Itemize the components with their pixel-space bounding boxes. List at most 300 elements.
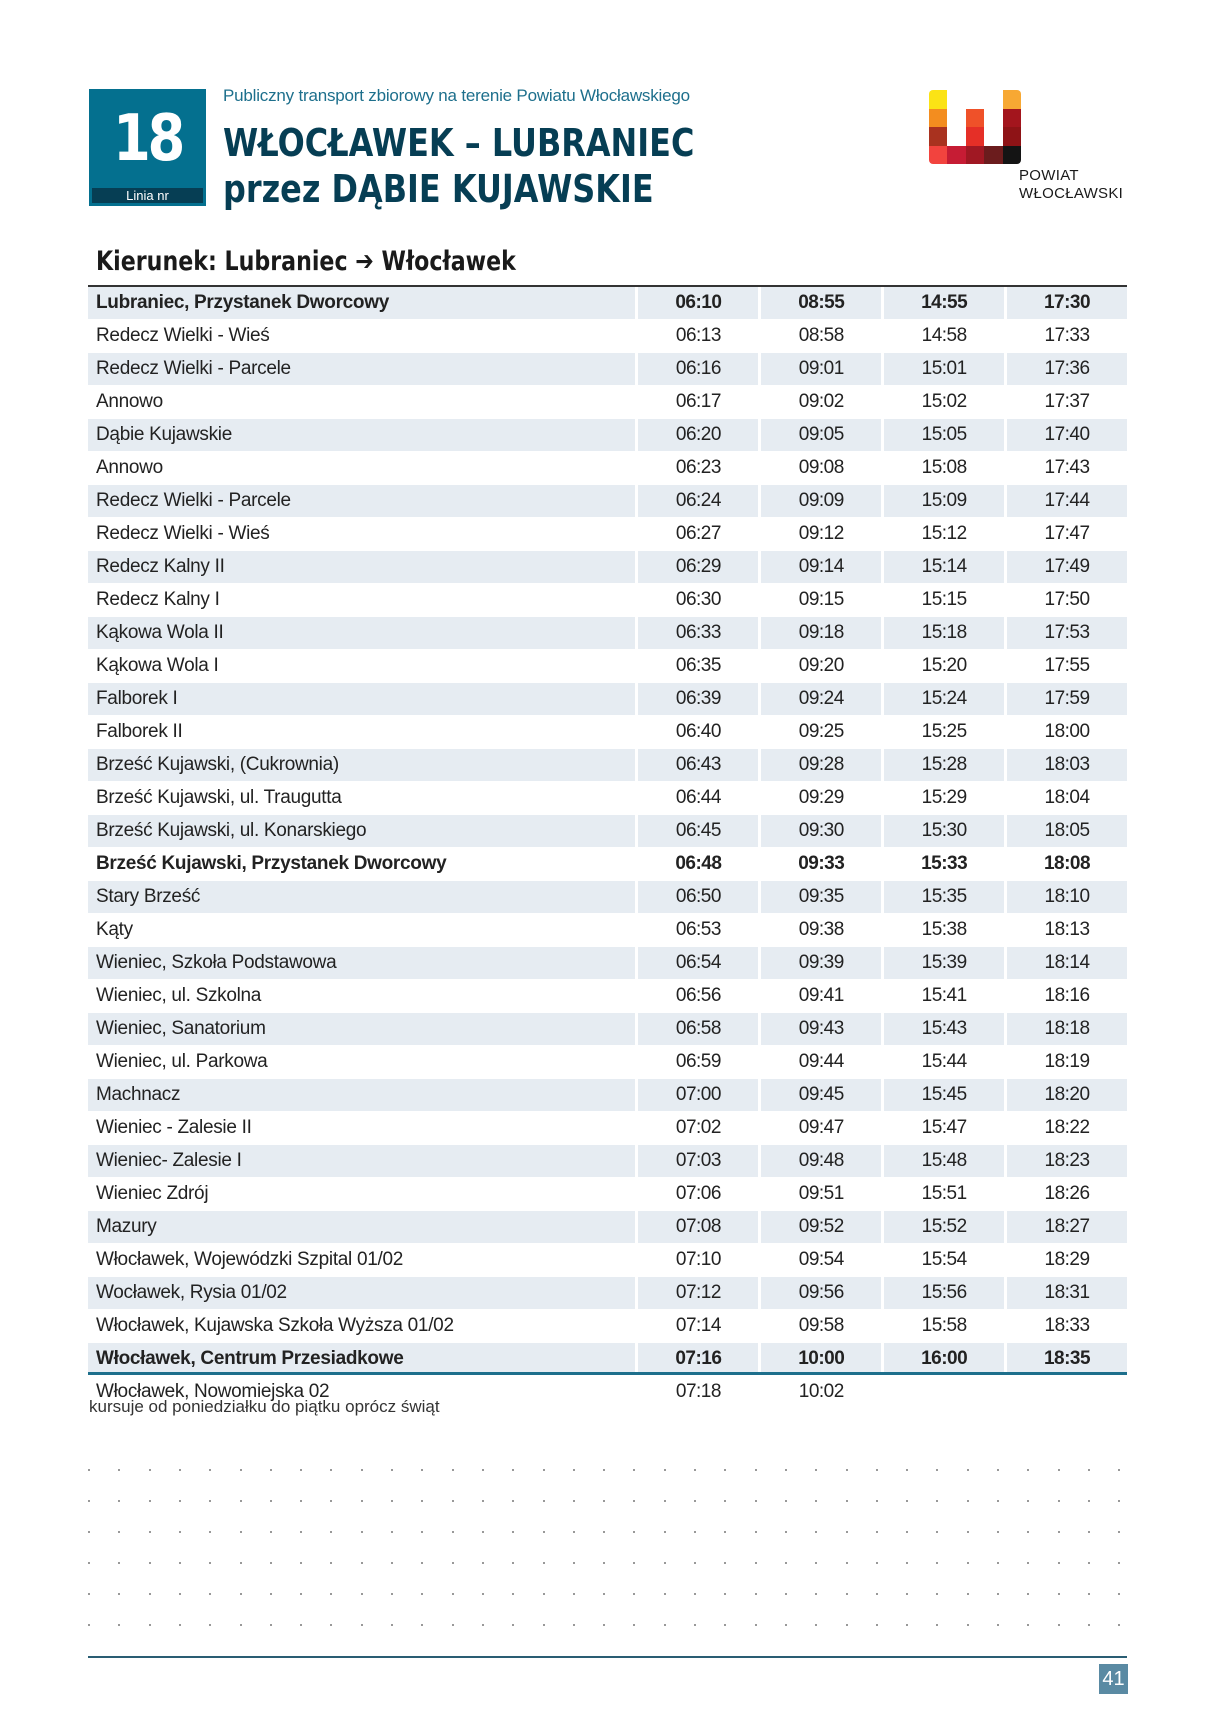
grid-dot bbox=[240, 1593, 242, 1595]
grid-dot bbox=[1088, 1562, 1090, 1564]
departure-time: 07:12 bbox=[638, 1277, 758, 1309]
departure-time: 18:29 bbox=[1044, 1249, 1090, 1270]
departure-time: 14:55 bbox=[884, 287, 1004, 319]
logo-text bbox=[1019, 167, 1123, 203]
departure-time: 18:00 bbox=[1044, 721, 1090, 742]
grid-dot bbox=[1118, 1469, 1120, 1471]
departure-time: 06:44 bbox=[675, 787, 721, 808]
table-row bbox=[88, 650, 1127, 683]
grid-dot bbox=[512, 1469, 514, 1471]
grid-dot bbox=[179, 1469, 181, 1471]
grid-dot bbox=[270, 1469, 272, 1471]
grid-dot bbox=[1118, 1562, 1120, 1564]
logo-square bbox=[966, 146, 984, 165]
departure-time: 09:41 bbox=[798, 985, 844, 1006]
stop-name: Kąkowa Wola I bbox=[96, 655, 219, 676]
grid-dot bbox=[391, 1562, 393, 1564]
grid-dot bbox=[785, 1593, 787, 1595]
departure-time: 15:51 bbox=[921, 1183, 967, 1204]
stop-name: Wieniec - Zalesie II bbox=[96, 1117, 252, 1138]
table-row bbox=[88, 716, 1127, 749]
grid-dot bbox=[391, 1469, 393, 1471]
departure-time: 07:14 bbox=[675, 1315, 721, 1336]
line-label: Linia nr bbox=[92, 188, 203, 203]
stop-name: Włocławek, Kujawska Szkoła Wyższa 01/02 bbox=[96, 1315, 454, 1336]
grid-dot bbox=[88, 1469, 90, 1471]
grid-dot bbox=[573, 1593, 575, 1595]
grid-dot bbox=[815, 1593, 817, 1595]
departure-time: 06:53 bbox=[675, 919, 721, 940]
grid-dot bbox=[724, 1531, 726, 1533]
departure-time: 07:02 bbox=[675, 1117, 721, 1138]
departure-time: 17:50 bbox=[1044, 589, 1090, 610]
departure-time: 06:27 bbox=[675, 523, 721, 544]
stop-name: Brześć Kujawski, Przystanek Dworcowy bbox=[96, 853, 447, 874]
stop-name: Redecz Wielki - Parcele bbox=[88, 485, 635, 517]
grid-dot bbox=[1058, 1624, 1060, 1626]
table-row bbox=[88, 947, 1127, 980]
grid-dot bbox=[906, 1531, 908, 1533]
service-note: kursuje od poniedziałku do piątku oprócz świąt bbox=[89, 1397, 440, 1416]
grid-dot bbox=[512, 1562, 514, 1564]
grid-dot bbox=[543, 1469, 545, 1471]
grid-dot bbox=[785, 1469, 787, 1471]
grid-dot bbox=[967, 1500, 969, 1502]
logo-square bbox=[984, 146, 1002, 165]
table-bottom-rule bbox=[88, 1372, 1127, 1375]
grid-dot bbox=[482, 1593, 484, 1595]
logo-square bbox=[966, 109, 984, 128]
line-number: 18 bbox=[113, 102, 182, 176]
departure-time: 17:47 bbox=[1044, 523, 1090, 544]
departure-time bbox=[1007, 1376, 1127, 1408]
grid-dot bbox=[694, 1531, 696, 1533]
grid-dot bbox=[512, 1593, 514, 1595]
table-row bbox=[88, 353, 1127, 386]
stop-name: Brześć Kujawski, (Cukrownia) bbox=[88, 749, 635, 781]
grid-dot bbox=[997, 1531, 999, 1533]
title-prefix: przez bbox=[223, 167, 321, 211]
departure-time: 18:31 bbox=[1007, 1277, 1127, 1309]
departure-time: 17:37 bbox=[1044, 391, 1090, 412]
grid-dot bbox=[118, 1593, 120, 1595]
grid-dot bbox=[573, 1469, 575, 1471]
departure-time: 18:16 bbox=[1044, 985, 1090, 1006]
grid-dot bbox=[543, 1593, 545, 1595]
departure-time: 06:29 bbox=[638, 551, 758, 583]
grid-dot bbox=[664, 1593, 666, 1595]
stop-name: Redecz Kalny II bbox=[88, 551, 635, 583]
grid-dot bbox=[815, 1469, 817, 1471]
logo-square bbox=[1003, 146, 1021, 165]
grid-dot bbox=[664, 1500, 666, 1502]
logo-square bbox=[929, 109, 947, 128]
table-row bbox=[88, 551, 1127, 584]
grid-dot bbox=[421, 1624, 423, 1626]
table-row bbox=[88, 683, 1127, 716]
stop-name: Redecz Kalny I bbox=[96, 589, 220, 610]
grid-dot bbox=[512, 1500, 514, 1502]
departure-time: 18:13 bbox=[1044, 919, 1090, 940]
stop-name: Wieniec- Zalesie I bbox=[88, 1145, 635, 1177]
departure-time: 06:20 bbox=[638, 419, 758, 451]
grid-dot bbox=[1027, 1593, 1029, 1595]
stop-name: Kąkowa Wola II bbox=[88, 617, 635, 649]
departure-time: 09:29 bbox=[798, 787, 844, 808]
departure-time: 09:33 bbox=[798, 853, 845, 874]
grid-dot bbox=[694, 1500, 696, 1502]
departure-time: 15:33 bbox=[921, 853, 968, 874]
grid-dot bbox=[967, 1531, 969, 1533]
departure-time: 07:16 bbox=[638, 1343, 758, 1375]
page-subtitle: Publiczny transport zbiorowy na terenie Powiatu Włocławskiego bbox=[223, 86, 690, 105]
departure-time: 09:12 bbox=[798, 523, 844, 544]
departure-time: 18:03 bbox=[1007, 749, 1127, 781]
grid-dot bbox=[1058, 1500, 1060, 1502]
grid-dot bbox=[209, 1593, 211, 1595]
stop-name: Redecz Wielki - Wieś bbox=[96, 523, 270, 544]
grid-dot bbox=[179, 1593, 181, 1595]
grid-dot bbox=[391, 1593, 393, 1595]
grid-dot bbox=[785, 1531, 787, 1533]
grid-dot bbox=[421, 1469, 423, 1471]
grid-dot bbox=[997, 1469, 999, 1471]
departure-time: 06:23 bbox=[675, 457, 721, 478]
departure-time: 09:15 bbox=[798, 589, 844, 610]
grid-dot bbox=[1027, 1500, 1029, 1502]
grid-dot bbox=[452, 1500, 454, 1502]
departure-time: 15:24 bbox=[884, 683, 1004, 715]
departure-time: 17:43 bbox=[1044, 457, 1090, 478]
departure-time: 17:59 bbox=[1007, 683, 1127, 715]
grid-dot bbox=[361, 1500, 363, 1502]
departure-time bbox=[884, 1376, 1004, 1408]
departure-time: 17:55 bbox=[1044, 655, 1090, 676]
grid-dot bbox=[179, 1500, 181, 1502]
grid-dot bbox=[300, 1593, 302, 1595]
departure-time: 06:17 bbox=[675, 391, 721, 412]
departure-time: 17:44 bbox=[1007, 485, 1127, 517]
grid-dot bbox=[603, 1469, 605, 1471]
grid-dot bbox=[118, 1469, 120, 1471]
departure-time: 07:03 bbox=[638, 1145, 758, 1177]
grid-dot bbox=[876, 1531, 878, 1533]
title-line-1: WŁOCŁAWEK – LUBRANIEC bbox=[223, 121, 695, 165]
departure-time: 15:35 bbox=[884, 881, 1004, 913]
departure-time: 15:01 bbox=[884, 353, 1004, 385]
grid-dot bbox=[452, 1469, 454, 1471]
departure-time: 15:58 bbox=[921, 1315, 967, 1336]
grid-dot bbox=[1118, 1624, 1120, 1626]
grid-dot bbox=[361, 1624, 363, 1626]
grid-dot bbox=[997, 1624, 999, 1626]
grid-dot bbox=[633, 1593, 635, 1595]
grid-dot bbox=[149, 1469, 151, 1471]
grid-dot bbox=[1088, 1469, 1090, 1471]
grid-dot bbox=[1088, 1593, 1090, 1595]
departure-time: 09:52 bbox=[761, 1211, 881, 1243]
stop-name: Włocławek, Wojewódzki Szpital 01/02 bbox=[96, 1249, 404, 1270]
table-row bbox=[88, 617, 1127, 650]
departure-time: 06:30 bbox=[675, 589, 721, 610]
grid-dot bbox=[543, 1531, 545, 1533]
departure-time: 18:27 bbox=[1007, 1211, 1127, 1243]
departure-time: 09:51 bbox=[798, 1183, 844, 1204]
grid-dot bbox=[300, 1531, 302, 1533]
logo-square bbox=[947, 146, 965, 165]
grid-dot bbox=[906, 1469, 908, 1471]
grid-dot bbox=[694, 1593, 696, 1595]
grid-dot bbox=[815, 1531, 817, 1533]
departure-time: 06:40 bbox=[675, 721, 721, 742]
grid-dot bbox=[846, 1531, 848, 1533]
grid-dot bbox=[149, 1593, 151, 1595]
grid-dot bbox=[1088, 1531, 1090, 1533]
table-row bbox=[88, 1310, 1127, 1343]
grid-dot bbox=[209, 1624, 211, 1626]
grid-dot bbox=[815, 1624, 817, 1626]
departure-time: 08:58 bbox=[798, 325, 844, 346]
stop-name: Włocławek, Nowomiejska 02 bbox=[96, 1381, 330, 1402]
stop-name: Brześć Kujawski, ul. Konarskiego bbox=[88, 815, 635, 847]
departure-time: 15:08 bbox=[921, 457, 967, 478]
grid-dot bbox=[846, 1593, 848, 1595]
grid-dot bbox=[573, 1500, 575, 1502]
grid-dot bbox=[330, 1593, 332, 1595]
grid-dot bbox=[573, 1531, 575, 1533]
departure-time: 17:53 bbox=[1007, 617, 1127, 649]
departure-time: 15:39 bbox=[884, 947, 1004, 979]
table-row bbox=[88, 1178, 1127, 1211]
departure-time: 07:08 bbox=[638, 1211, 758, 1243]
stop-name: Wieniec, Sanatorium bbox=[88, 1013, 635, 1045]
departure-time: 15:44 bbox=[921, 1051, 967, 1072]
grid-dot bbox=[482, 1562, 484, 1564]
stop-name: Wieniec Zdrój bbox=[96, 1183, 209, 1204]
grid-dot bbox=[330, 1562, 332, 1564]
table-row bbox=[88, 1046, 1127, 1079]
grid-dot bbox=[664, 1531, 666, 1533]
departure-time: 16:00 bbox=[884, 1343, 1004, 1375]
grid-dot bbox=[936, 1593, 938, 1595]
grid-dot bbox=[876, 1593, 878, 1595]
departure-time: 15:12 bbox=[921, 523, 967, 544]
grid-dot bbox=[846, 1624, 848, 1626]
departure-time: 15:41 bbox=[921, 985, 967, 1006]
title-main: DĄBIE KUJAWSKIE bbox=[331, 167, 654, 211]
grid-dot bbox=[815, 1562, 817, 1564]
grid-dot bbox=[573, 1624, 575, 1626]
grid-dot bbox=[997, 1593, 999, 1595]
grid-dot bbox=[452, 1562, 454, 1564]
grid-dot bbox=[300, 1469, 302, 1471]
departure-time: 15:25 bbox=[921, 721, 967, 742]
grid-dot bbox=[482, 1624, 484, 1626]
grid-dot bbox=[300, 1562, 302, 1564]
stop-name: Wocławek, Rysia 01/02 bbox=[88, 1277, 635, 1309]
stop-name: Mazury bbox=[88, 1211, 635, 1243]
departure-time: 18:33 bbox=[1044, 1315, 1090, 1336]
grid-dot bbox=[936, 1624, 938, 1626]
grid-dot bbox=[906, 1562, 908, 1564]
grid-dot bbox=[1027, 1531, 1029, 1533]
table-row bbox=[88, 1211, 1127, 1244]
stop-name: Falborek II bbox=[96, 721, 183, 742]
grid-dot bbox=[664, 1562, 666, 1564]
departure-time: 09:45 bbox=[761, 1079, 881, 1111]
grid-dot bbox=[785, 1562, 787, 1564]
grid-dot bbox=[209, 1531, 211, 1533]
grid-dot bbox=[906, 1500, 908, 1502]
departure-time: 10:00 bbox=[761, 1343, 881, 1375]
grid-dot bbox=[1058, 1562, 1060, 1564]
logo-square bbox=[929, 90, 947, 109]
table-row bbox=[88, 881, 1127, 914]
table-row bbox=[88, 1013, 1127, 1046]
departure-time: 15:28 bbox=[884, 749, 1004, 781]
stop-name: Stary Brześć bbox=[88, 881, 635, 913]
departure-time: 06:45 bbox=[638, 815, 758, 847]
grid-dot bbox=[664, 1624, 666, 1626]
stop-name: Falborek I bbox=[88, 683, 635, 715]
grid-dot bbox=[179, 1562, 181, 1564]
grid-dot bbox=[361, 1593, 363, 1595]
grid-dot bbox=[421, 1531, 423, 1533]
departure-time: 17:33 bbox=[1044, 325, 1090, 346]
departure-time: 17:36 bbox=[1007, 353, 1127, 385]
departure-time: 09:44 bbox=[798, 1051, 844, 1072]
grid-dot bbox=[664, 1469, 666, 1471]
grid-dot bbox=[603, 1562, 605, 1564]
grid-dot bbox=[88, 1593, 90, 1595]
departure-time: 09:24 bbox=[761, 683, 881, 715]
departure-time: 17:49 bbox=[1007, 551, 1127, 583]
grid-dot bbox=[88, 1500, 90, 1502]
departure-time: 15:05 bbox=[884, 419, 1004, 451]
grid-dot bbox=[209, 1562, 211, 1564]
grid-dot bbox=[694, 1624, 696, 1626]
grid-dot bbox=[421, 1500, 423, 1502]
departure-time: 18:22 bbox=[1044, 1117, 1090, 1138]
departure-time: 09:47 bbox=[798, 1117, 844, 1138]
grid-dot bbox=[1118, 1500, 1120, 1502]
grid-dot bbox=[876, 1562, 878, 1564]
departure-time: 09:35 bbox=[761, 881, 881, 913]
departure-time: 18:18 bbox=[1007, 1013, 1127, 1045]
title-line-2 bbox=[223, 166, 694, 212]
stop-name: Redecz Wielki - Wieś bbox=[96, 325, 270, 346]
grid-dot bbox=[118, 1562, 120, 1564]
grid-dot bbox=[179, 1624, 181, 1626]
departure-time: 15:02 bbox=[921, 391, 967, 412]
departure-time: 09:08 bbox=[798, 457, 844, 478]
grid-dot bbox=[755, 1469, 757, 1471]
departure-time: 09:18 bbox=[761, 617, 881, 649]
grid-dot bbox=[967, 1624, 969, 1626]
grid-dot bbox=[88, 1624, 90, 1626]
table-row bbox=[88, 1112, 1127, 1145]
grid-dot bbox=[846, 1469, 848, 1471]
stop-name: Annowo bbox=[96, 457, 163, 478]
departure-time: 09:09 bbox=[761, 485, 881, 517]
departure-time: 18:04 bbox=[1044, 787, 1090, 808]
table-row bbox=[88, 485, 1127, 518]
grid-dot bbox=[149, 1531, 151, 1533]
departure-time: 18:08 bbox=[1043, 853, 1091, 874]
grid-dot bbox=[118, 1500, 120, 1502]
departure-time: 15:54 bbox=[921, 1249, 967, 1270]
grid-dot bbox=[421, 1562, 423, 1564]
grid-dot bbox=[270, 1500, 272, 1502]
grid-dot bbox=[1027, 1469, 1029, 1471]
footer-rule bbox=[88, 1656, 1127, 1658]
grid-dot bbox=[967, 1469, 969, 1471]
table-row bbox=[88, 1244, 1127, 1277]
table-row bbox=[88, 419, 1127, 452]
grid-dot bbox=[724, 1469, 726, 1471]
grid-dot bbox=[755, 1531, 757, 1533]
departure-time: 09:38 bbox=[798, 919, 844, 940]
stop-name: Redecz Wielki - Parcele bbox=[88, 353, 635, 385]
departure-time: 09:56 bbox=[761, 1277, 881, 1309]
grid-dot bbox=[452, 1531, 454, 1533]
departure-time: 18:19 bbox=[1044, 1051, 1090, 1072]
departure-time: 06:16 bbox=[638, 353, 758, 385]
grid-dot bbox=[330, 1531, 332, 1533]
departure-time: 07:18 bbox=[675, 1381, 721, 1402]
grid-dot bbox=[876, 1500, 878, 1502]
departure-time: 06:35 bbox=[675, 655, 721, 676]
table-row bbox=[88, 320, 1127, 353]
departure-time: 15:47 bbox=[921, 1117, 967, 1138]
grid-dot bbox=[755, 1562, 757, 1564]
grid-dot bbox=[300, 1500, 302, 1502]
grid-dot bbox=[603, 1593, 605, 1595]
grid-dot bbox=[724, 1624, 726, 1626]
departure-time: 09:39 bbox=[761, 947, 881, 979]
departure-time: 06:58 bbox=[638, 1013, 758, 1045]
stop-name: Kąty bbox=[96, 919, 133, 940]
grid-dot bbox=[633, 1562, 635, 1564]
table-row bbox=[88, 1079, 1127, 1112]
logo-square bbox=[929, 127, 947, 146]
departure-time: 09:54 bbox=[798, 1249, 844, 1270]
departure-time: 06:24 bbox=[638, 485, 758, 517]
grid-dot bbox=[149, 1562, 151, 1564]
stop-name: Włocławek, Centrum Przesiadkowe bbox=[88, 1343, 635, 1375]
grid-dot bbox=[1088, 1624, 1090, 1626]
grid-dot bbox=[270, 1624, 272, 1626]
stop-name: Dąbie Kujawskie bbox=[88, 419, 635, 451]
departure-time: 09:43 bbox=[761, 1013, 881, 1045]
grid-dot bbox=[240, 1500, 242, 1502]
departure-time: 09:25 bbox=[798, 721, 844, 742]
departure-time: 09:05 bbox=[761, 419, 881, 451]
logo-text-line-1: POWIAT bbox=[1019, 167, 1079, 184]
grid-dot bbox=[603, 1500, 605, 1502]
grid-dot bbox=[755, 1593, 757, 1595]
powiat-logo-icon bbox=[929, 90, 1021, 164]
grid-dot bbox=[300, 1624, 302, 1626]
page-number: 41 bbox=[1099, 1664, 1128, 1694]
grid-dot bbox=[512, 1624, 514, 1626]
grid-dot bbox=[179, 1531, 181, 1533]
departure-time: 15:38 bbox=[921, 919, 967, 940]
grid-dot bbox=[906, 1593, 908, 1595]
grid-dot bbox=[724, 1500, 726, 1502]
grid-dot bbox=[997, 1500, 999, 1502]
departure-time: 07:00 bbox=[638, 1079, 758, 1111]
